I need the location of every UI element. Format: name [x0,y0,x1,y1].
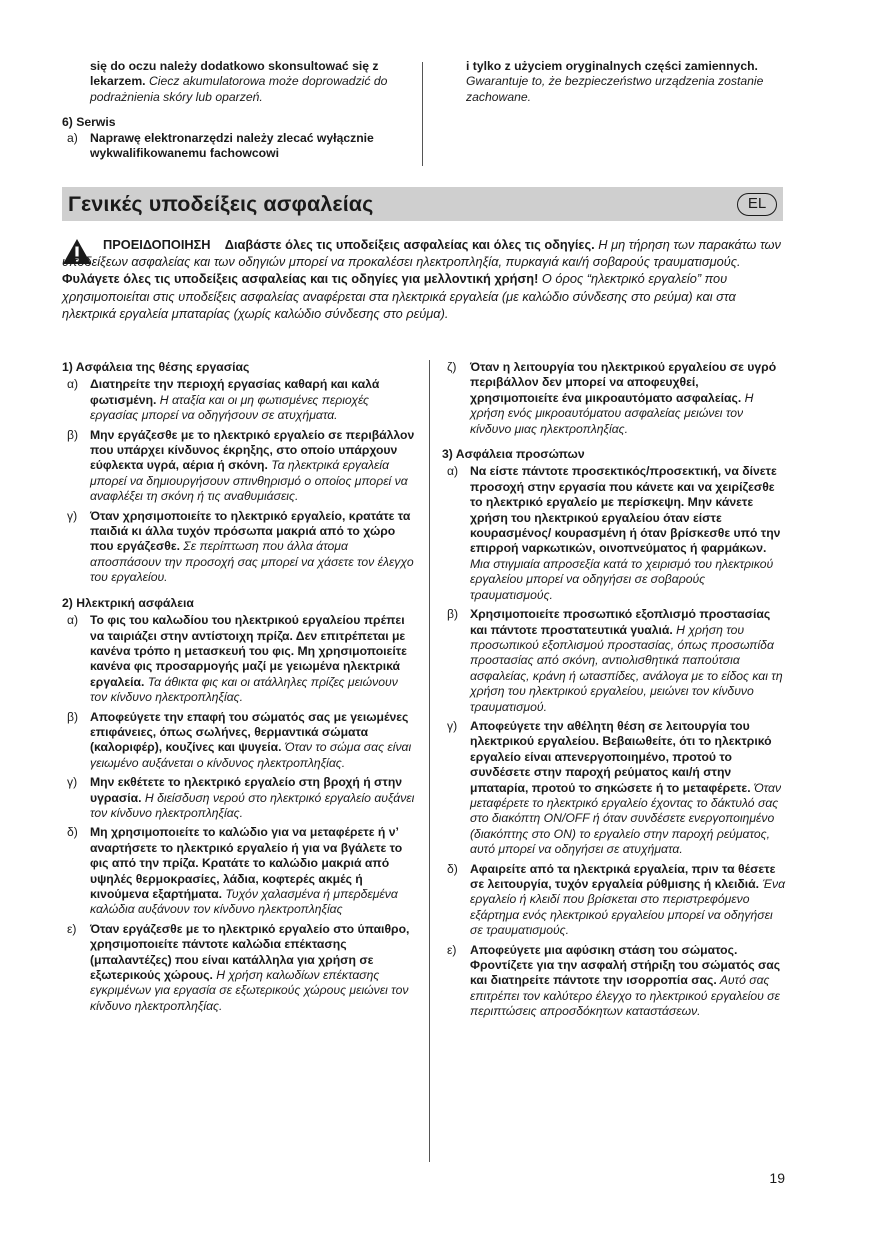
item-text [90,428,418,505]
item-label: α) [67,377,79,392]
top-right-column [466,59,786,105]
item-italic-text: Όταν το σώμα σας είναι γειωμένο αυξάνεται ο κίνδυνος ηλεκτροπληξίας. [90,740,412,770]
section-title-band [62,187,783,221]
item-label: α) [67,613,79,628]
column-divider [429,360,430,1162]
item-label: δ) [67,825,78,840]
item-bold-text: Όταν η λειτουργία του ηλεκτρικού εργαλείου σε υγρό περιβάλλον δεν μπορεί να αποφευχθεί, χρησιμοποιείτε ένα μικροαυτόματο ασφαλείας. [470,360,777,405]
list-item [442,943,787,1020]
top-left-bold: się do oczu należy dodatkowo skonsultować się z lekarzem. [90,59,379,89]
warning-italic-2: Ο όρος “ηλεκτρικό εργαλείο” που χρησιμοποιείται στις υποδείξεις ασφαλείας αναφέρεται στα ηλεκτρικά εργαλεία (με καλώδιο σύνδεσης στο ρεύμα) και στα ηλεκτρικά εργαλεία μπαταρίας (χωρίς καλώδιο σύνδεσης στο ρεύμα). [62,271,736,321]
list-item [62,509,418,586]
list-item [62,922,418,1014]
list-item [62,377,418,423]
list-item [442,607,787,715]
item-text [90,922,418,1014]
item-italic-text: Η διείσδυση νερού στο ηλεκτρικό εργαλείο αυξάνει τον κίνδυνο ηλεκτροπληξίας. [90,790,415,820]
item-label: β) [67,709,79,724]
list-item [62,825,418,917]
item-text [470,719,787,858]
item-italic-text: Σε περίπτωση που άλλα άτομα αποσπάσουν την προσοχή σας μπορεί να χάσετε τον έλεγχο του εργαλείου. [90,539,414,585]
item-text [470,943,787,1020]
page-title: Γενικές υποδείξεις ασφαλείας [68,192,374,216]
section-3-heading: 3) Ασφάλεια προσώπων [442,447,585,462]
item-bold-text: Το φις του καλωδίου του ηλεκτρικού εργαλείου πρέπει να ταιριάζει στην αντίστοιχη πρίζα. Δεν επιτρέπεται με κανένα τρόπο η μετασκευή του φις. Μη χρησιμοποιείτε κανένα φις προσαρμογής μαζί με γειωμένα ηλεκτρικά εργαλεία. [90,613,407,689]
top-right-paragraph [466,59,786,105]
top-left-italic: Ciecz akumulatorowa może doprowadzić do podrażnienia skóry lub oparzeń. [90,74,388,104]
item-bold-text: Αποφεύγετε μια αφύσικη στάση του σώματος. Φροντίζετε για την ασφαλή στήριξη του σώματός σας και διατηρείτε πάντοτε την ισορροπία σας. [470,942,781,988]
list-item [442,719,787,858]
page-number: 19 [769,1170,785,1186]
item-label: α) [447,464,459,479]
item-italic-text: Τα άθικτα φις και οι ατάλληλες πρίζες μειώνουν τον κίνδυνο ηλεκτροπληξίας. [90,674,398,705]
section-1-heading: 1) Ασφάλεια της θέσης εργασίας [62,360,250,374]
item-bold-text: Αποφεύγετε την αθέλητη θέση σε λειτουργία του ηλεκτρικού εργαλείου. Βεβαιωθείτε, ότι το ηλεκτρικό εργαλείο είναι απενεργοποιημένο, προτού το συνδέσετε στην παροχή ρεύματος και/ή στην μπαταρία, προτού το σηκώσετε ή το μεταφέρετε. [470,718,772,795]
list-item [62,775,418,821]
item-bold-text: Χρησιμοποιείτε προσωπικό εξοπλισμό προστασίας και πάντοτε προστατευτικά γυαλιά. [470,607,771,637]
item-label: a) [67,130,78,145]
warning-label: ΠΡΟΕΙΔΟΠΟΙΗΣΗ [103,237,211,252]
language-badge: EL [737,193,777,216]
item-italic-text: Τυχόν χαλασμένα ή μπερδεμένα καλώδια αυξάνουν τον κίνδυνο ηλεκτροπληξίας [90,887,398,917]
section-2-heading: 2) Ηλεκτρική ασφάλεια [62,595,194,610]
top-right-italic: Gwarantuje to, że bezpieczeństwo urządzenia zostanie zachowane. [466,74,764,104]
list-item [62,613,418,705]
item-label: γ) [447,718,458,733]
item-label: ζ) [447,360,457,374]
top-right-bold: i tylko z użyciem oryginalnych części zamiennych. [466,59,758,73]
warning-bold-2: Φυλάγετε όλες τις υποδείξεις ασφαλείας και τις οδηγίες για μελλοντική χρήση! [62,271,539,287]
item-label: γ) [67,775,78,790]
item-label: β) [447,607,459,622]
item-label: ε) [447,942,457,957]
item-bold-text: Διατηρείτε την περιοχή εργασίας καθαρή και καλά φωτισμένη. [90,377,380,407]
item-text [90,825,418,917]
warning-block [62,236,783,322]
item-bold-text: Μη χρησιμοποιείτε το καλώδιο για να μεταφέρετε ή ν’ αναρτήσετε το ηλεκτρικό εργαλείο ή για να βγάλετε το φις από την πρίζα. Κρατάτε το καλώδιο μακριά από υψηλές θερμοκρασίες, λάδια, κοφτερές ακμές ή κινούμενα εξαρτήματα. [90,825,403,901]
service-item-a [62,131,414,162]
item-text: Naprawę elektronarzędzi należy zlecać wyłącznie wykwalifikowanemu fachowcowi [90,130,374,161]
item-text [90,509,418,586]
item-italic-text: Αυτό σας επιτρέπει τον καλύτερο έλεγχο το ηλεκτρικού εργαλείου σε περιπτώσεις απροσδόκητων καταστάσεων. [470,973,780,1019]
item-text [470,360,787,437]
item-italic-text: Η αταξία και οι μη φωτισμένες περιοχές εργασίας μπορεί να οδηγήσουν σε ατυχήματα. [90,392,369,423]
item-bold-text: Όταν εργάζεσθε με το ηλεκτρικό εργαλείο στο ύπαιθρο, χρησιμοποιείτε πάντοτε καλώδια επέκτασης (μπαλαντέζες) που είναι κατάλληλα για χρήση σε εξωτερικούς χώρους. [90,921,410,983]
item-bold-text: Μην εργάζεσθε με το ηλεκτρικό εργαλείο σε περιβάλλον που υπάρχει κίνδυνος έκρηξης, στο οποίο υπάρχουν εύφλεκτα υγρά, αέρια ή σκόνη. [90,427,415,473]
section-1-list [62,377,418,585]
section-2-list [62,613,418,1014]
left-column [62,360,418,1018]
item-label: δ) [447,861,458,876]
top-column-divider [422,62,423,166]
item-bold-text: Αφαιρείτε από τα ηλεκτρικά εργαλεία, πριν τα θέσετε σε λειτουργία, τυχόν εργαλεία ρύθμισης ή κλειδιά. [470,861,776,891]
item-text [90,377,418,423]
item-text [90,710,418,772]
item-italic-text: Η χρήση του προσωπικού εξοπλισμού προστασίας, όπως προσωπίδα προστασίας από σκόνη, αντιολισθητικά παπούτσια ασφαλείας, κράνη ή ωτασπίδες, ανάλογα με το είδος και τη χρήση του ηλεκτρικού εργαλείου, μειώνει τον κίνδυνο τραυματισμού. [470,622,783,714]
item-italic-text: Ένα εργαλείο ή κλειδί που βρίσκεται στο περιστρεφόμενο εξάρτημα ενός ηλεκτρικού εργαλείου μπορεί να οδηγήσει σε τραυματισμούς. [470,877,786,938]
section-2-list-continued [442,360,787,437]
item-text [90,613,418,705]
item-text [470,607,787,715]
item-text [470,862,787,939]
item-italic-text: Η χρήση καλωδίων επέκτασης εγκριμένων για εργασία σε εξωτερικούς χώρους μειώνει τον κίνδυνο ηλεκτροπληξίας. [90,968,409,1013]
list-item [62,710,418,772]
right-column [442,360,787,1024]
item-text [470,464,787,603]
service-heading: 6) Serwis [62,115,116,130]
item-text [90,775,418,821]
list-item [62,428,418,505]
item-italic-text: Τα ηλεκτρικά εργαλεία μπορεί να δημιουργήσουν σπινθηρισμό ο οποίος μπορεί να αναφλέξει τη σκόνη ή τις αναθυμιάσεις. [90,458,408,504]
item-bold-text: Αποφεύγετε την επαφή του σώματός σας με γειωμένες επιφάνειες, όπως σωλήνες, θερμαντικά σώματα (καλοριφέρ), κουζίνες και ψυγεία. [90,709,409,755]
item-bold-text: Να είστε πάντοτε προσεκτικός/προσεκτική, να δίνετε προσοχή στην εργασία που κάνετε και να χειρίζεσθε το ηλεκτρικό εργαλείο με περίσκεψη. Μην κάνετε χρήση του ηλεκτρικού εργαλείου όταν είστε κουρασμένος/ κουρασμένη ή όταν βρίσκεσθε υπό την επιρροή ναρκωτικών, οινοπνεύματος ή φαρμάκων. [470,464,781,556]
item-italic-text: Μια στιγμιαία απροσεξία κατά το χειρισμό του ηλεκτρικού εργαλείου μπορεί να οδηγήσει σε σοβαρούς τραυματισμούς. [470,556,774,602]
item-label: β) [67,427,79,442]
top-left-column [62,59,414,165]
item-italic-text: Όταν μεταφέρετε το ηλεκτρικό εργαλείο έχοντας το δάκτυλό σας στο διακόπτη ON/OFF ή όταν συνδέσετε ενεργοποιημένο (διακόπτης στο ON) το εργαλείο στην παροχή ρεύματος, αυτό μπορεί να οδηγήσει σε ατυχήματα. [470,780,782,857]
item-bold-text: Μην εκθέτετε το ηλεκτρικό εργαλείο στη βροχή ή στην υγρασία. [90,775,403,805]
list-item [442,360,787,437]
item-label: ε) [67,921,77,936]
warning-italic-1: Η μη τήρηση των παρακάτω των υποδείξεων ασφαλείας και των οδηγιών μπορεί να προκαλέσει ηλεκτροπληξία, πυρκαγιά και/ή σοβαρούς τραυματισμούς. [62,237,781,270]
list-item [442,862,787,939]
item-bold-text: Όταν χρησιμοποιείτε το ηλεκτρικό εργαλείο, κρατάτε τα παιδιά κι άλλα τυχόν πρόσωπα μακριά από το χώρο που εργάζεσθε. [90,508,411,554]
section-3-list [442,464,787,1019]
top-left-paragraph [62,59,414,105]
item-italic-text: Η χρήση ενός μικροαυτόματου ασφαλείας μειώνει τον κίνδυνο μιας ηλεκτροπληξίας. [470,390,754,436]
item-label: γ) [67,508,78,523]
warning-bold-1: Διαβάστε όλες τις υποδείξεις ασφαλείας και όλες τις οδηγίες. [224,237,595,252]
list-item [442,464,787,603]
